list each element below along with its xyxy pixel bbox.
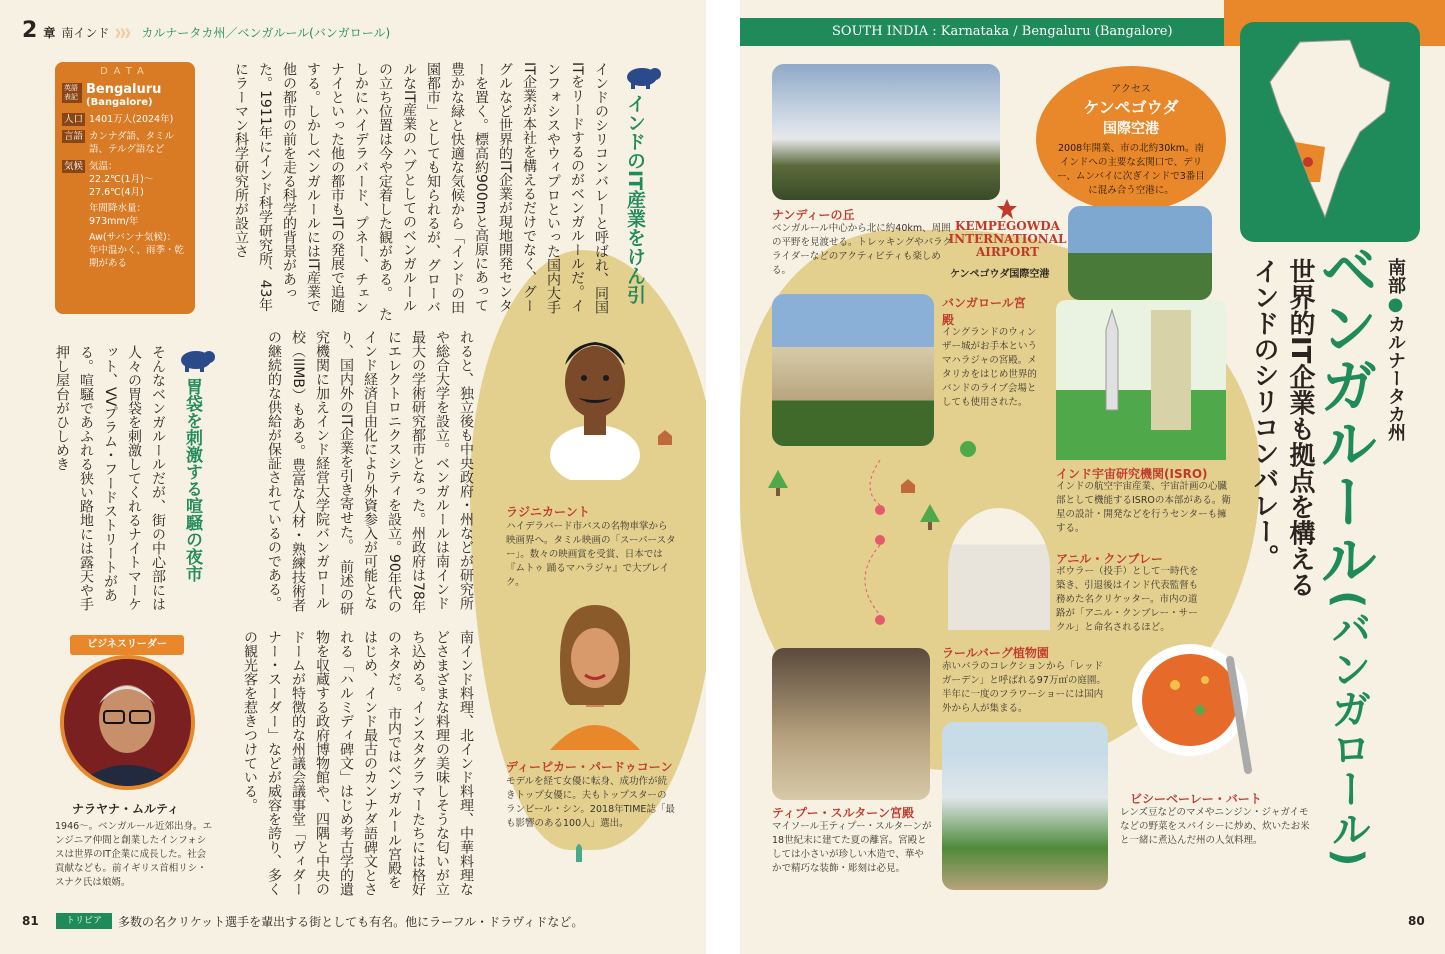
- rajinikanth-illustration: [540, 320, 650, 480]
- chapter-place: カルナータカ州／ベンガルール(バンガロール): [141, 26, 391, 40]
- data-city-subname: (Bangalore): [86, 97, 153, 108]
- data-rain-label: 年間降水量：: [89, 203, 147, 214]
- title-tagline-2: インドのシリコンバレー。: [1249, 258, 1279, 570]
- palace-name: バンガロール宮殿: [942, 296, 1026, 327]
- deepika-illustration: [540, 590, 650, 750]
- data-aw-label: Aw(サバンナ気候)：: [89, 232, 177, 243]
- elephant-icon: [622, 64, 662, 90]
- india-map-inset: [1240, 22, 1420, 242]
- right-header-text: SOUTH INDIA : Karnataka / Bengaluru (Bangalore): [832, 24, 1173, 39]
- airport-logo-line-2: INTERNATIONAL: [948, 232, 1067, 246]
- data-box: [55, 62, 195, 314]
- elephant-icon: [176, 347, 216, 373]
- leader-name: ナラヤナ・ムルティ: [72, 802, 180, 816]
- title-bullet: ●: [1385, 294, 1406, 315]
- body-text-1: インドのシリコンバレーと呼ばれ、同国ITをリードするのがベンガルールだ。インフォシスやウィプロといった国内大手IT企業が本社を構えるだけでなく、グーグルなど世界的IT企業が現地開発センターを置く。標高約900mと高原にあって豊かな緑と快適な気候から「インドの田園都市」としても知られるが、グローバルなIT産業のハブとしてのベンガルールの立ち位置は今や定着した観がある。 たしかにハイデラバード、プネー、チェンナイといった他の都市もITの発展で追随する。しかしベンガルールにはIT産業で他の都市の前を走る科学的背景があった。1911年にインド科学研究所、43年にラーマン科学研究所が設立さ: [233, 62, 609, 321]
- airport-star-icon: [996, 198, 1018, 220]
- trivia-label: トリビア: [56, 913, 112, 929]
- airport-caption: ケンペゴウダ国際空港: [950, 269, 1050, 280]
- nandi-hills-photo: [772, 64, 1000, 200]
- title-main: ベンガルール: [1310, 240, 1378, 588]
- anil-name: アニル・クンブレー: [1056, 552, 1163, 566]
- data-aw: 年中温かく、雨季・乾期がある: [89, 245, 184, 269]
- data-population: 1401万人(2024年): [89, 114, 174, 125]
- deepika-name: ディーピカー・パードゥコーン: [506, 760, 673, 774]
- airport-photo: [1068, 206, 1212, 300]
- palace-text: イングランドのウィンザー城がお手本というマハラジャの宮殿。メタリカをはじめ世界的バンドのライブ会場としても使用された。: [942, 327, 1038, 408]
- bisi-bele-bath-illustration: [1130, 630, 1260, 780]
- isro-name: インド宇宙研究機関(ISRO): [1056, 467, 1208, 481]
- access-name-2: 国際空港: [1103, 121, 1159, 137]
- access-text: 2008年開業、市の北約30km。南インドへの主要な玄関口で、デリー、ムンバイに次ぎインドで3番目に混み合う空港に。: [1057, 143, 1205, 196]
- left-page: [0, 0, 706, 954]
- lalbagh-name: ラールバーグ植物園: [942, 646, 1049, 660]
- data-pop-label: 人口: [64, 114, 84, 125]
- isro-illustration: [1056, 300, 1226, 460]
- airport-logo-line-3: AIRPORT: [975, 245, 1040, 259]
- tree-icon: [958, 440, 978, 458]
- map-dots: [840, 460, 930, 660]
- body-text-4: 南インド料理、北インド料理、中華料理などさまざまな料理の美味しそうな匂いが立ち込める。インスタグラマーたちには格好のネタだ。 市内ではベンガルール宮殿をはじめ、インド最古のカンナダ語碑文とされる「ハルミディ碑文」はじめ考古学的遺物を収蔵する政府博物館や、四隅と中央のドームが特徴的な州議会議事堂「ヴィダーナー・スーダー」などが威容を誇り、多くの観光客を惹きつけている。: [242, 630, 474, 896]
- bisi-name: ビシーベーレー・バート: [1130, 792, 1262, 806]
- rajini-text: ハイデラバード市バスの名物車掌から映画界へ。タミル映画の「スーパースター」。数々の映画賞を受賞、日本では『ムトゥ 踊るマハラジャ』で大ブレイク。: [506, 521, 676, 588]
- airport-logo-text: [945, 220, 1070, 259]
- anil-text: ボウラー（投手）として一時代を築き、引退後はインド代表監督も務めた名クリケッター。市内の道路が「アニル・クンブレー・サークル」と命名されるほど。: [1056, 566, 1199, 633]
- data-temp-label: 気温：: [89, 161, 118, 172]
- title-state: カルナータカ州: [1385, 315, 1406, 441]
- bisi-text: レンズ豆などのマメやニンジン・ジャガイモなどの野菜をスパイシーに炒め、炊いたお米と一緒に煮込んだ州の人気料理。: [1120, 807, 1310, 846]
- tipu-palace-photo: [772, 648, 930, 800]
- deepika-text: モデルを経て女優に転身、成功作が続きトップ女優に。夫もトップスターのランビール・シン。2018年TIME誌「最も影響のある100人」選出。: [506, 776, 675, 829]
- chapter-separator: 》》》: [115, 29, 136, 40]
- leader-portrait: [60, 655, 195, 790]
- leader-text: 1946〜。ベンガルール近郊出身。エンジニア仲間と創業したインフォシスは世界のIT企業に成長した。社会貢献なども。前イギリス首相リシ・スナク氏は娘婿。: [55, 821, 212, 888]
- access-bubble: [1036, 66, 1226, 212]
- body-text-3: そんなベンガルールだが、街の中心部には人々の胃袋を刺激してくれるナイトマーケット、VVプラム・フードストリートがある。喧騒であふれる狭い路地には露天や手押し屋台がひしめき: [54, 345, 166, 611]
- data-rain: 973mm/年: [89, 216, 139, 227]
- isro-text: インドの航空宇宙産業、宇宙計画の心臓部として機能するISROの本部がある。衛星の設計・開発などを行うセンターも擁する。: [1056, 481, 1231, 534]
- data-languages: カンナダ語、タミル語、テルグ語など: [89, 131, 175, 155]
- section-heading-it: インドのIT産業をけん引: [624, 94, 646, 305]
- trivia-text: 多数の名クリケット選手を輩出する街としても有名。他にラーフル・ドラヴィドなど。: [118, 915, 584, 929]
- chapter-number: 2: [22, 18, 38, 43]
- title-region: [1382, 258, 1408, 441]
- right-page-number: 80: [1408, 914, 1425, 928]
- data-name-label: 英語表記: [62, 83, 82, 103]
- lalbagh-text: 赤いバラのコレクションから「レッドガーデン」と呼ばれる97万㎡の庭園。半年に一度のフラワーショーには国内外から人が集まる。: [942, 661, 1106, 714]
- data-city-name: Bengaluru: [86, 82, 162, 97]
- tipu-text: マイソール王ティプー・スルターンが18世紀末に建てた夏の離宮。宮殿としては小さいが珍しい木造で、華やかで精巧な装飾・彫刻は必見。: [772, 821, 932, 874]
- data-climate-label: 気候: [64, 161, 84, 172]
- section-heading-market: 胃袋を刺激する喧騒の夜市: [182, 378, 202, 582]
- bangalore-palace-photo: [772, 294, 934, 446]
- title-tagline-1: 世界的IT企業も拠点を構える: [1285, 258, 1315, 598]
- rajini-name: ラジニカーント: [506, 505, 590, 519]
- chapter-region: 南インド: [61, 26, 110, 40]
- nandi-name: ナンディーの丘: [772, 208, 855, 222]
- access-name-1: ケンペゴウダ: [1083, 98, 1179, 117]
- leader-badge: ビジネスリーダー: [70, 635, 184, 655]
- data-temp: 22.2℃(1月)〜27.6℃(4月): [89, 174, 154, 198]
- chapter-header: [22, 18, 390, 42]
- left-page-number: 81: [22, 914, 39, 928]
- right-page: [740, 0, 1445, 954]
- data-tag: DATA: [100, 66, 150, 77]
- house-icon: [656, 428, 674, 446]
- title-sub: (バンガロール): [1325, 590, 1371, 867]
- airport-logo-line-1: KEMPEGOWDA: [955, 219, 1060, 233]
- body-text-2: れると、独立後も中央政府・州などが研究所や総合大学を設立。ベンガルールは南インド最大の学術研究都市となった。州政府は78年にエレクトロニクスシティを設立。90年代のインド経済自由化により外資参入が可能となり、国内外のIT企業を引き寄せた。 前述の研究機関に加えインド経営大学院バンガロール校（IIMB）もある。豊富な人材・熟練技術者の継続的な供給が保証されているのである。: [266, 330, 474, 616]
- house-icon: [572, 840, 586, 862]
- anil-kumble-photo: [948, 508, 1050, 630]
- lalbagh-photo: [942, 722, 1108, 890]
- tipu-name: ティプー・スルターン宮殿: [772, 806, 914, 820]
- access-label: アクセス: [1111, 84, 1151, 95]
- chapter-word: 章: [43, 26, 56, 40]
- data-lang-label: 言語: [64, 131, 84, 142]
- nandi-text: ベンガルール中心から北に約40km、周囲の平野を見渡せる。トレッキングやパラグライダーなどのアクティビティも楽しめる。: [772, 223, 953, 276]
- tree-icon: [768, 470, 788, 496]
- title-region-south: 南部: [1385, 258, 1406, 294]
